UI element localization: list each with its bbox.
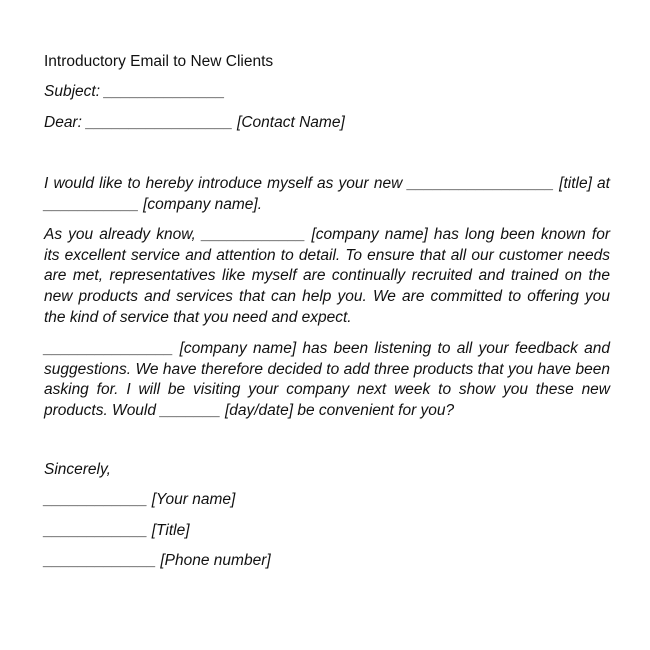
signature-name-line: ____________ [Your name] xyxy=(44,491,236,508)
salutation-line: Dear: _________________ [Contact Name] xyxy=(44,114,345,131)
signature-phone-line: _____________ [Phone number] xyxy=(44,552,271,569)
subject-line: Subject: ______________ xyxy=(44,83,225,100)
company-paragraph: As you already know, ____________ [company name] has long been known for its excellent service and attention to detail. To ensure that all our customer needs are met, representatives like myself are continually recruited and trained on the new products and services that can help you. We are committed to offering you the kind of service that you need and expect. xyxy=(44,226,610,326)
document-title: Introductory Email to New Clients xyxy=(44,53,274,70)
products-paragraph: _______________ [company name] has been listening to all your feedback and suggestions. We have therefore decided to add three products that you have been asking for. I will be visiting your company next week to show you these new products. Would _______ [day/date] be convenient for you? xyxy=(44,340,610,420)
intro-paragraph: I would like to hereby introduce myself as your new _________________ [title] at ___________ [company name]. xyxy=(44,175,610,213)
closing-line: Sincerely, xyxy=(44,461,111,478)
signature-title-line: ____________ [Title] xyxy=(44,522,190,539)
